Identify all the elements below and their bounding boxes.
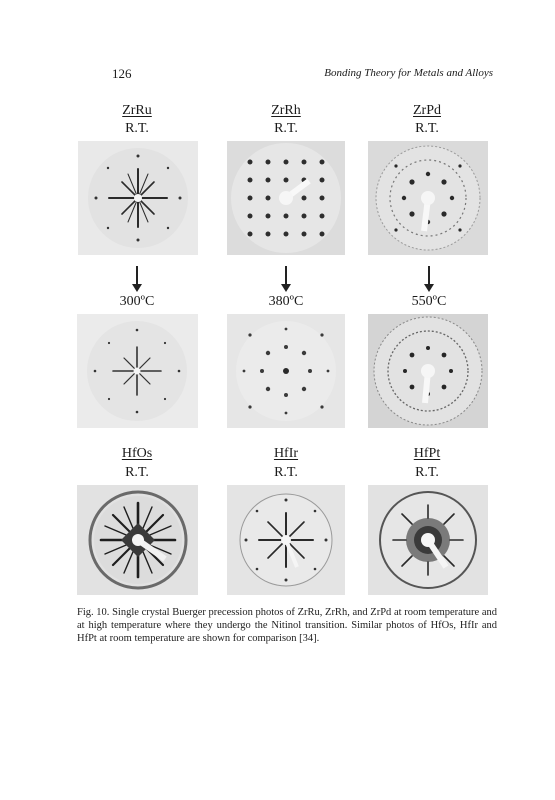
figure-caption: Fig. 10. Single crystal Buerger precession photos of ZrRu, ZrRh, and ZrPd at room temperature and at high temperature where they undergo the Nitinol transition. Similar photos of HfOs, HfIr and HfPt at room temperature are shown for comparison [34]. — [77, 607, 497, 644]
precession-photo-zrpd-high-temp — [368, 314, 488, 428]
precession-photo-hfos-rt — [77, 485, 198, 595]
temperature-label-zrpd: 550ºC — [411, 294, 447, 309]
condition-label-hfpt: R.T. — [415, 465, 439, 480]
condition-label-hfir: R.T. — [274, 465, 298, 480]
temperature-label-zrrh: 380ºC — [268, 294, 304, 309]
condition-label-zrru: R.T. — [125, 121, 149, 136]
running-head: Bonding Theory for Metals and Alloys — [324, 67, 493, 79]
temperature-label-zrru: 300ºC — [119, 294, 155, 309]
precession-photo-zrpd-rt — [368, 141, 488, 255]
compound-label-zrpd: ZrPd — [413, 103, 441, 118]
precession-photo-zrrh-high-temp — [227, 314, 345, 428]
precession-photo-hfir-rt — [227, 485, 345, 595]
precession-photo-hfpt-rt — [368, 485, 488, 595]
precession-photo-zrru-rt — [78, 141, 198, 255]
compound-label-zrru: ZrRu — [122, 103, 152, 118]
transition-arrow-zrpd — [424, 266, 434, 292]
transition-arrow-zrru — [132, 266, 142, 292]
page-number: 126 — [112, 66, 132, 81]
transition-arrow-zrrh — [281, 266, 291, 292]
precession-photo-zrru-high-temp — [77, 314, 198, 428]
condition-label-zrpd: R.T. — [415, 121, 439, 136]
condition-label-hfos: R.T. — [125, 465, 149, 480]
compound-label-hfos: HfOs — [121, 446, 153, 461]
compound-label-hfir: HfIr — [273, 446, 299, 461]
compound-label-hfpt: HfPt — [413, 446, 441, 461]
compound-label-zrrh: ZrRh — [271, 103, 301, 118]
precession-photo-zrrh-rt — [227, 141, 345, 255]
condition-label-zrrh: R.T. — [274, 121, 298, 136]
